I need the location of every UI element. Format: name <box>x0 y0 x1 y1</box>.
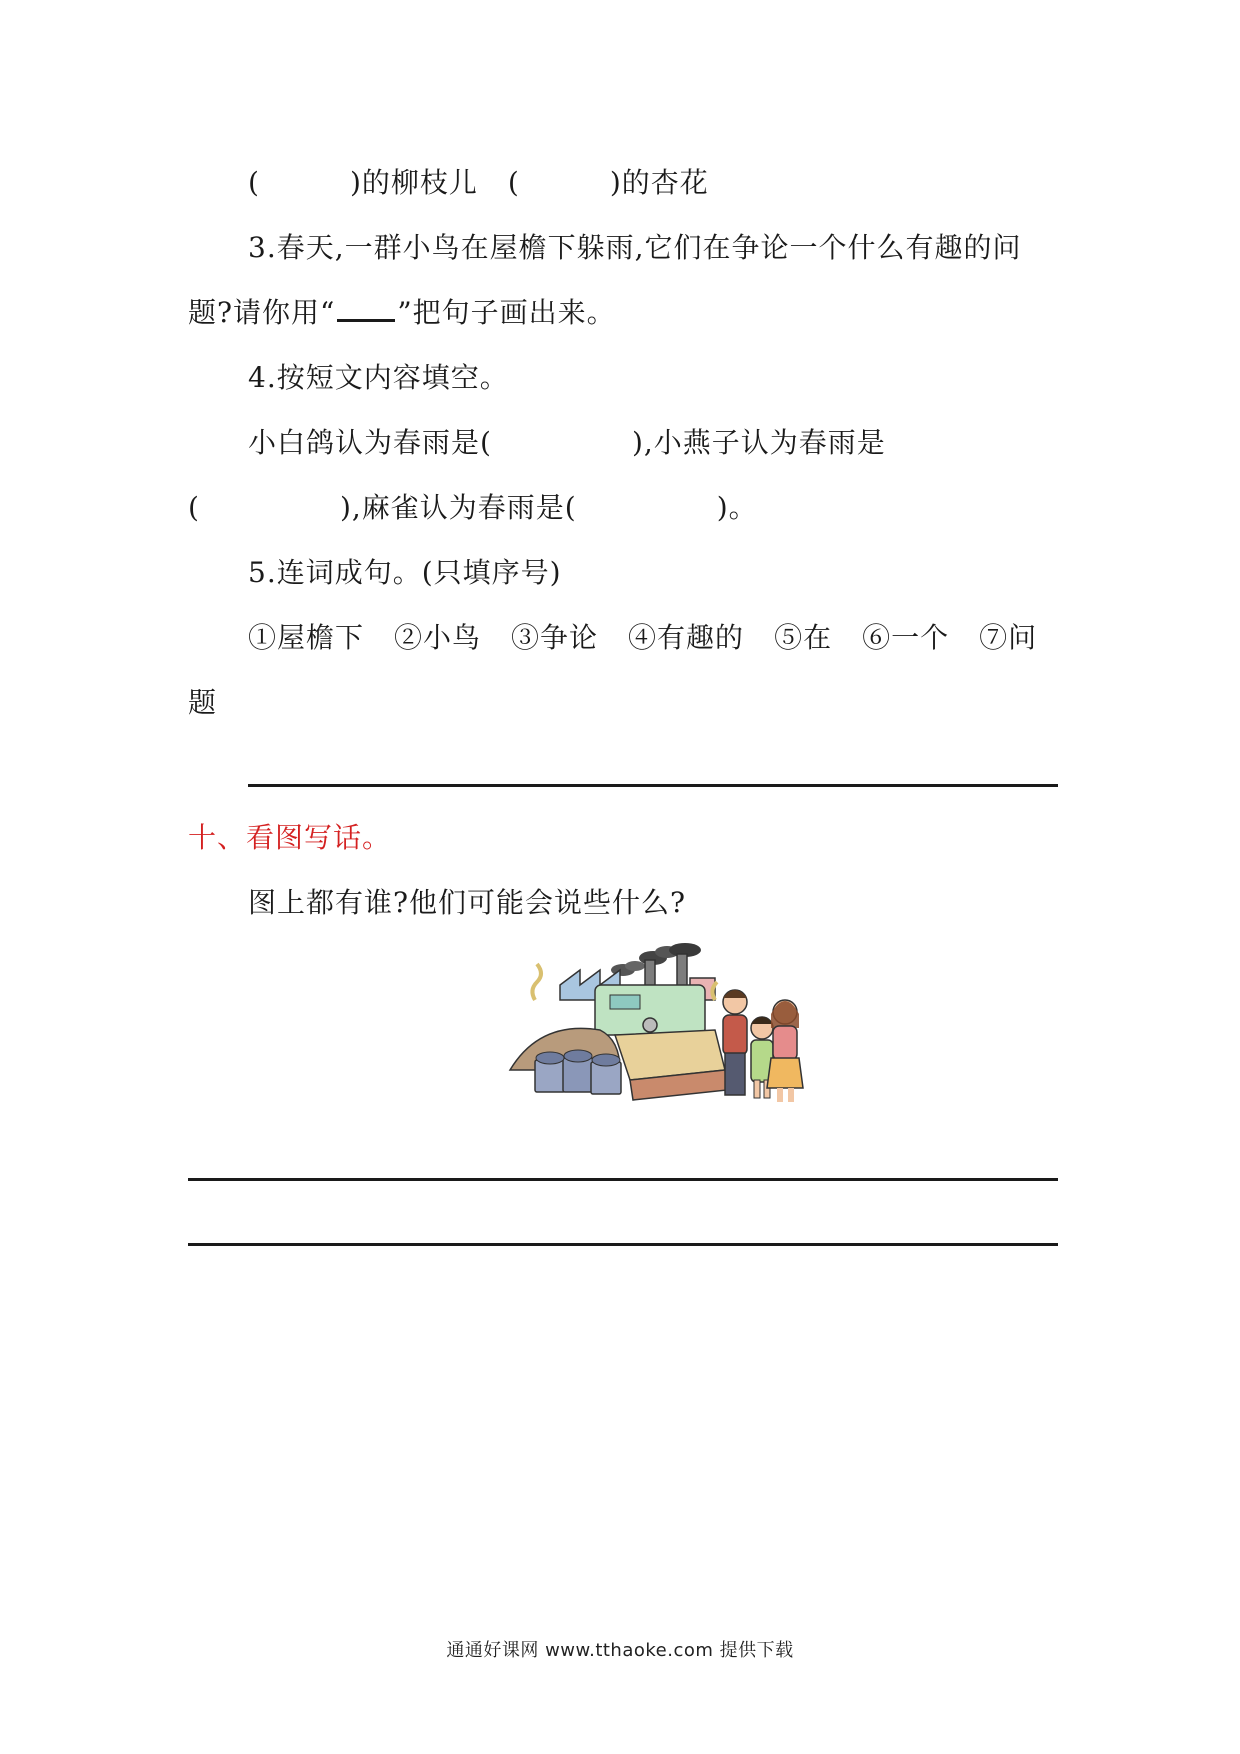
section-prompt: 图上都有谁?他们可能会说些什么? <box>248 886 687 919</box>
word-item: ②小鸟 <box>394 621 482 654</box>
writing-line-2[interactable] <box>188 1243 1058 1246</box>
section-title: 十、看图写话。 <box>188 821 392 854</box>
underline-mark <box>337 297 395 322</box>
question-5-wrap: 题 <box>188 686 218 719</box>
question-4-line2: ( ),麻雀认为春雨是( )。 <box>188 491 758 524</box>
answer-line[interactable] <box>248 784 1058 787</box>
word-item: ⑥一个 <box>862 621 950 654</box>
word-item: ④有趣的 <box>628 621 745 654</box>
writing-line-1[interactable] <box>188 1178 1058 1181</box>
question-3-line2: 题?请你用“ ”把句子画出来。 <box>188 296 616 329</box>
question-4-title: 4.按短文内容填空。 <box>248 361 509 394</box>
footer-source: 通通好课网 www.tthaoke.com 提供下载 <box>446 1640 794 1661</box>
word-item: ①屋檐下 <box>248 621 365 654</box>
word-item: ⑦问 <box>979 621 1038 654</box>
word-item: ⑤在 <box>774 621 833 654</box>
question-4-line1: 小白鸽认为春雨是( ),小燕子认为春雨是 <box>248 426 886 459</box>
question-3-line1: 3.春天,一群小鸟在屋檐下躲雨,它们在争论一个什么有趣的问 <box>248 231 1022 264</box>
question-5-title: 5.连词成句。(只填序号) <box>248 556 562 589</box>
pollution-family-illustration <box>505 940 805 1120</box>
question-5-words <box>248 620 1037 656</box>
blank-line-willow: ( )的柳枝儿 ( )的杏花 <box>248 166 709 199</box>
word-item: ③争论 <box>511 621 599 654</box>
